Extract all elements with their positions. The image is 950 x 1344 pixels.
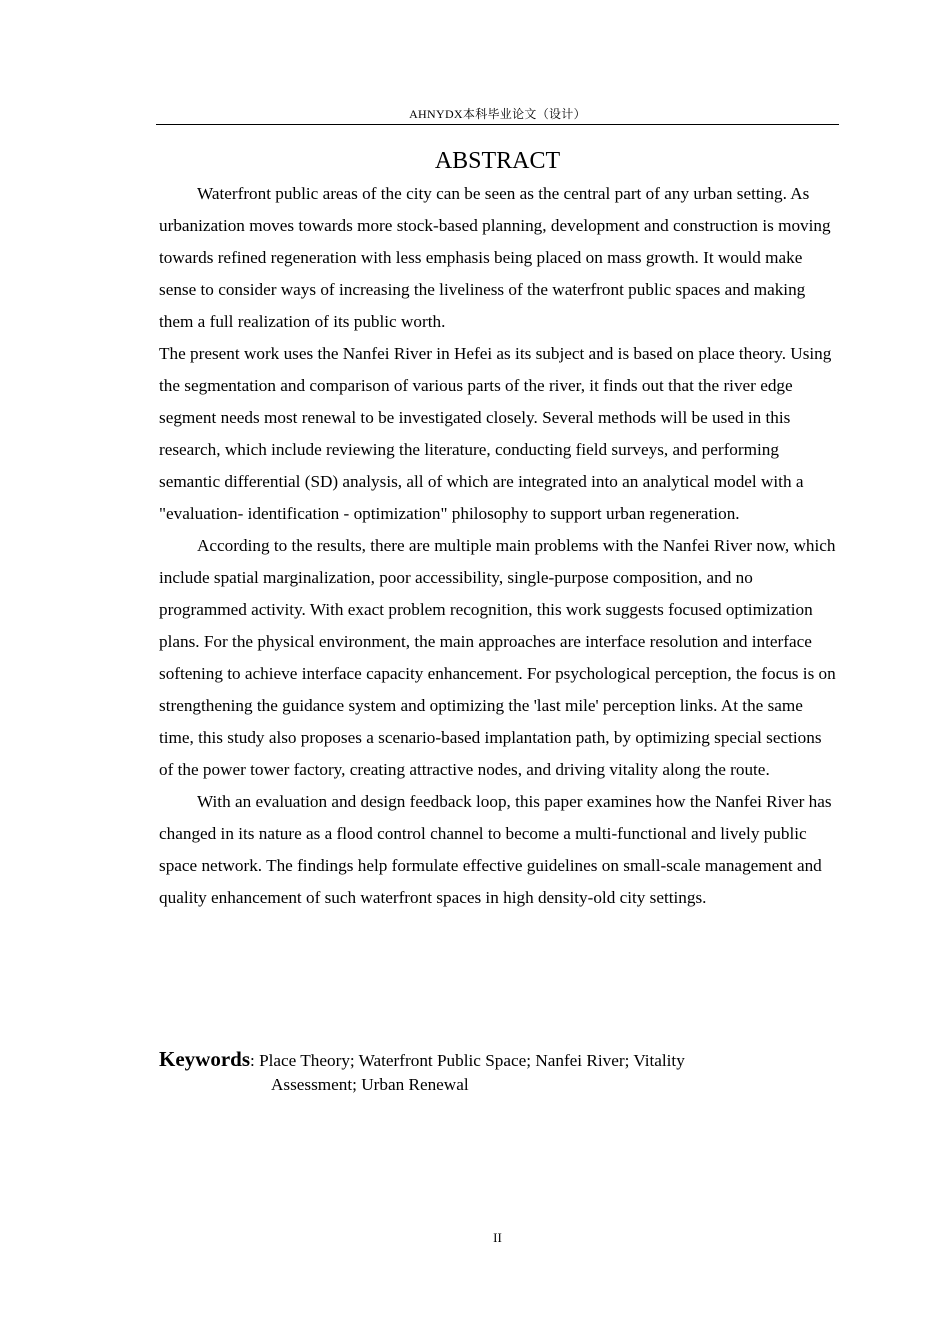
keywords-separator: : <box>250 1051 260 1070</box>
keywords-text-1: Place Theory; Waterfront Public Space; Nanfei River; Vitality <box>259 1051 685 1070</box>
keywords-line-1 <box>159 1047 839 1073</box>
abstract-paragraph-1: Waterfront public areas of the city can be seen as the central part of any urban setting. As urbanization moves towards more stock-based planning, development and construction is moving towards refined regeneration with less emphasis being placed on mass growth. It would make sense to consider ways of increasing the liveliness of the waterfront public spaces and making them a full realization of its public worth. <box>159 184 831 331</box>
keywords-block <box>159 1047 839 1097</box>
abstract-paragraph-2: The present work uses the Nanfei River in Hefei as its subject and is based on place theory. Using the segmentation and comparison of various parts of the river, it finds out that the river edge segment needs most renewal to be investigated closely. Several methods will be used in this research, which include reviewing the literature, conducting field surveys, and performing semantic differential (SD) analysis, all of which are integrated into an analytical model with a "evaluation- identification - optimization" philosophy to support urban regeneration. <box>159 344 832 523</box>
keywords-text-2: Assessment; Urban Renewal <box>271 1075 469 1094</box>
page-number: II <box>493 1230 502 1245</box>
running-header: AHNYDX本科毕业论文（设计） <box>409 107 586 121</box>
abstract-body <box>159 178 839 914</box>
keywords-label: Keywords <box>159 1047 250 1071</box>
abstract-title: ABSTRACT <box>434 148 561 174</box>
abstract-paragraph-4: With an evaluation and design feedback loop, this paper examines how the Nanfei River has changed in its nature as a flood control channel to become a multi-functional and lively public space network. The findings help formulate effective guidelines on small-scale management and quality enhancement of such waterfront spaces in high density-old city settings. <box>159 792 832 907</box>
abstract-paragraph-3: According to the results, there are multiple main problems with the Nanfei River now, which include spatial marginalization, poor accessibility, single-purpose composition, and no programmed activity. With exact problem recognition, this work suggests focused optimization plans. For the physical environment, the main approaches are interface resolution and interface softening to achieve interface capacity enhancement. For psychological perception, the focus is on strengthening the guidance system and optimizing the 'last mile' perception links. At the same time, this study also proposes a scenario-based implantation path, by optimizing special sections of the power tower factory, creating attractive nodes, and driving vitality along the route. <box>159 536 836 779</box>
header-rule <box>156 124 839 125</box>
